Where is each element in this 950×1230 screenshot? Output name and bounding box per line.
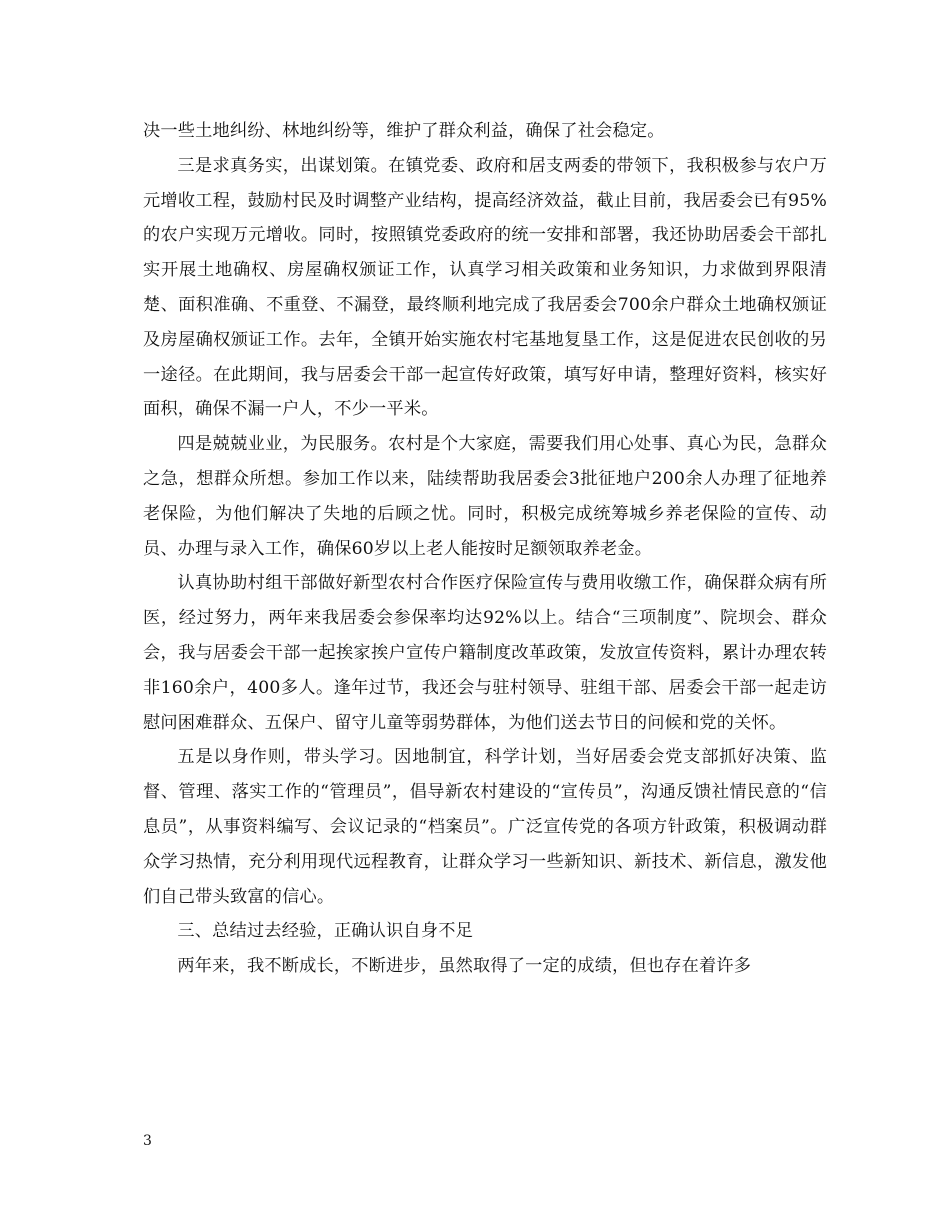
- page-number: 3: [143, 1133, 152, 1149]
- paragraph-2: 三是求真务实，出谋划策。在镇党委、政府和居支两委的带领下，我积极参与农户万元增收工程，鼓励村民及时调整产业结构，提高经济效益，截止目前，我居委会已有95%的农户实现万元增收。同时，按照镇党委政府的统一安排和部署，我还协助居委会干部扎实开展土地确权、房屋确权颁证工作，认真学习相关政策和业务知识，力求做到界限清楚、面积准确、不重登、不漏登，最终顺利地完成了我居委会700余户群众土地确权颁证及房屋确权颁证工作。去年，全镇开始实施农村宅基地复垦工作，这是促进农民创收的另一途径。在此期间，我与居委会干部一起宣传好政策，填写好申请，整理好资料，核实好面积，确保不漏一户人，不少一平米。: [143, 155, 827, 420]
- section-heading: 三、总结过去经验，正确认识自身不足: [177, 921, 473, 942]
- body-text: [143, 114, 827, 984]
- paragraph-3: 四是兢兢业业，为民服务。农村是个大家庭，需要我们用心处事、真心为民，急群众之急，想群众所想。参加工作以来，陆续帮助我居委会3批征地户200余人办理了征地养老保险，为他们解决了失地的后顾之忧。同时，积极完成统筹城乡养老保险的宣传、动员、办理与录入工作，确保60岁以上老人能按时足额领取养老金。: [143, 434, 827, 559]
- paragraph-4: 认真协助村组干部做好新型农村合作医疗保险宣传与费用收缴工作，确保群众病有所医，经过努力，两年来我居委会参保率均达92%以上。结合“三项制度”、院坝会、群众会，我与居委会干部一起挨家挨户宣传户籍制度改革政策，发放宣传资料，累计办理农转非160余户，400多人。逢年过节，我还会与驻村领导、驻组干部、居委会干部一起走访慰问困难群众、五保户、留守儿童等弱势群体，为他们送去节日的问候和党的关怀。: [143, 573, 827, 733]
- paragraph-6: 两年来，我不断成长，不断进步，虽然取得了一定的成绩，但也存在着许多: [177, 956, 752, 977]
- paragraph-1: 决一些土地纠纷、林地纠纷等，维护了群众利益，确保了社会稳定。: [143, 121, 665, 141]
- paragraph-5: 五是以身作则，带头学习。因地制宜，科学计划，当好居委会党支部抓好决策、监督、管理、落实工作的“管理员”，倡导新农村建设的“宣传员”，沟通反馈社情民意的“信息员”，从事资料编写、会议记录的“档案员”。广泛宣传党的各项方针政策，积极调动群众学习热情，充分利用现代远程教育，让群众学习一些新知识、新技术、新信息，激发他们自己带头致富的信心。: [143, 747, 827, 907]
